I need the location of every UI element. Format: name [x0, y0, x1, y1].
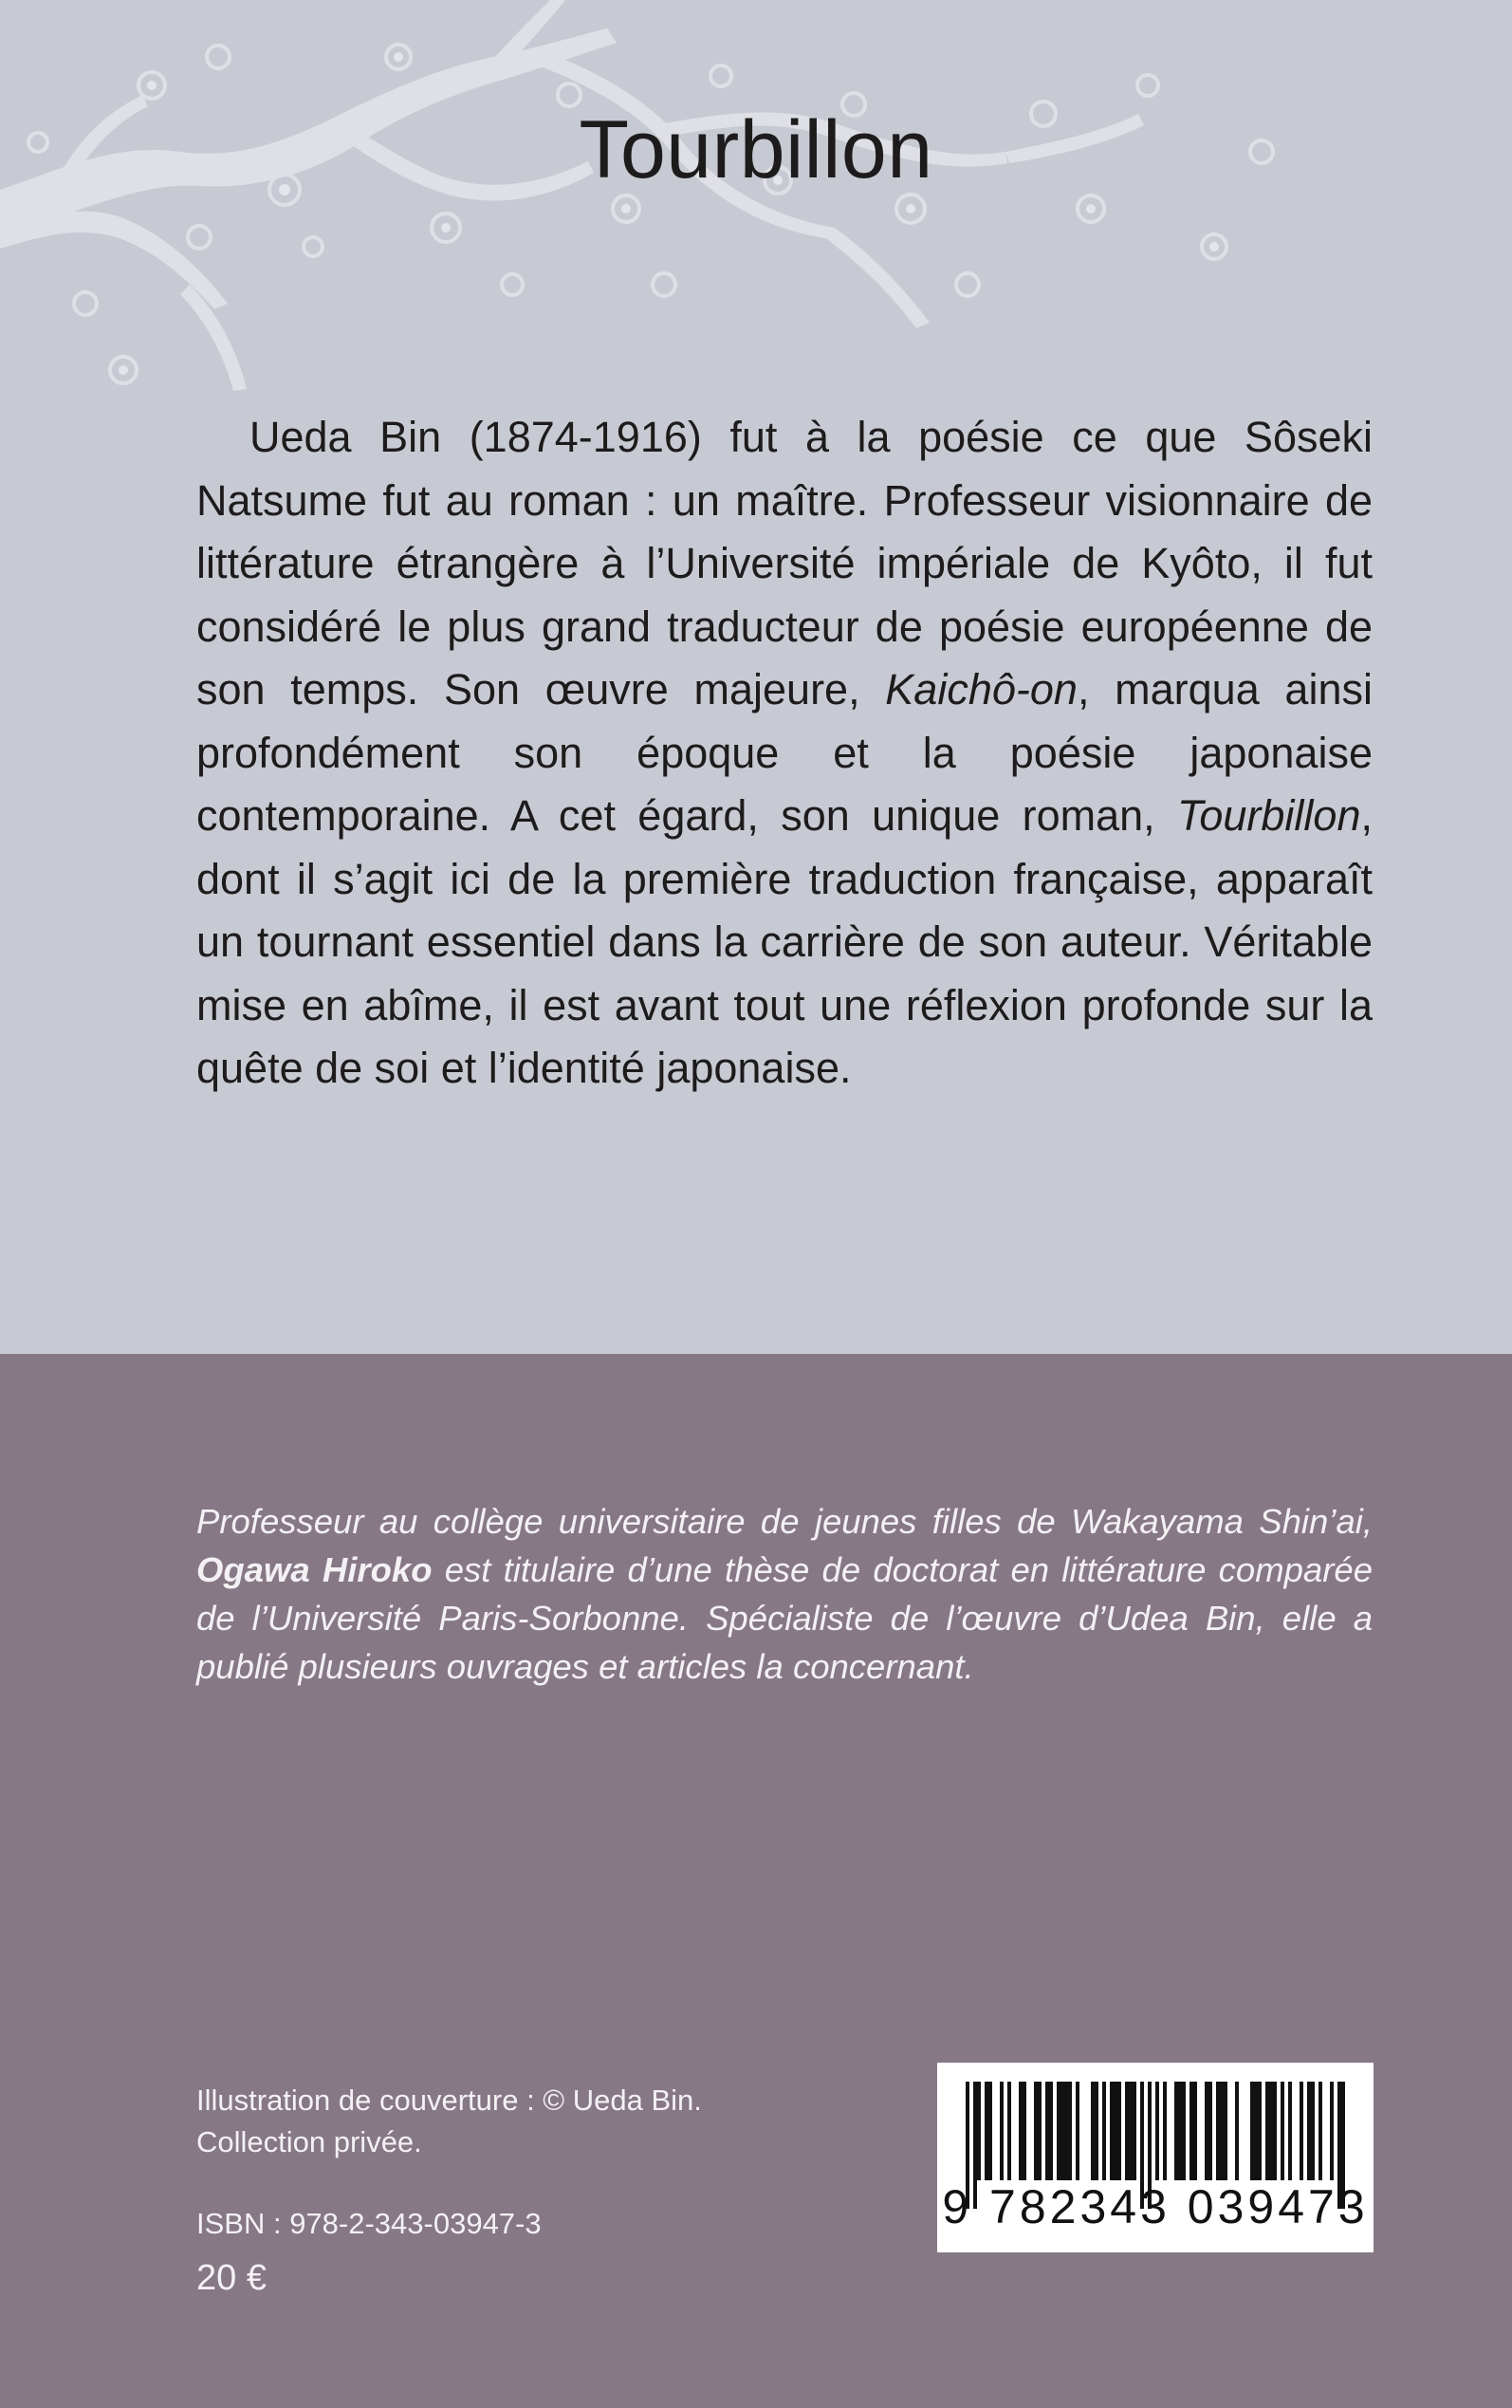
barcode-bar	[1224, 2082, 1227, 2180]
collection-credit: Collection privée.	[196, 2125, 422, 2158]
barcode-bar	[1281, 2082, 1284, 2180]
barcode-bar	[1307, 2082, 1311, 2180]
barcode-bar	[1110, 2082, 1114, 2180]
barcode-bar	[1076, 2082, 1079, 2180]
barcode-bar	[1034, 2082, 1038, 2180]
barcode-bar	[1068, 2082, 1072, 2180]
barcode-bar	[1102, 2082, 1106, 2180]
barcode-bar	[1038, 2082, 1042, 2180]
barcode-bar	[1269, 2082, 1273, 2180]
barcode-bar	[1300, 2082, 1303, 2180]
blurb-text-2: , marqua ainsi profondément son époque et la poésie japonaise contemporaine. A cet égard, son unique roman,	[196, 665, 1373, 840]
barcode-bar	[988, 2082, 992, 2180]
barcode-bar	[1182, 2082, 1186, 2180]
barcode-bar	[1114, 2082, 1117, 2180]
author-bio-text-1: Professeur au collège universitaire de jeunes filles de Wakayama Shin’ai,	[196, 1502, 1373, 1541]
barcode-bar	[1117, 2082, 1121, 2180]
barcode-bar	[1133, 2082, 1136, 2180]
barcode-bar	[1311, 2082, 1315, 2180]
barcode-bar	[1049, 2082, 1053, 2180]
barcode-bar	[1060, 2082, 1064, 2180]
barcode-bar	[1155, 2082, 1159, 2180]
author-bio-text-2: est titulaire d’une thèse de doctorat en littérature comparée de l’Université Paris-Sorbonne. Spécialiste de l’œuvre d’Udea Bin, elle a publié plusieurs ouvrages et articles la concernant.	[196, 1550, 1373, 1686]
barcode-bar	[1057, 2082, 1060, 2180]
barcode-bar	[1208, 2082, 1212, 2180]
illustration-credit: Illustration de couverture : © Ueda Bin.	[196, 2084, 702, 2117]
book-title: Tourbillon	[579, 104, 933, 195]
barcode-bar	[1174, 2082, 1178, 2180]
barcode-bar	[1288, 2082, 1292, 2180]
barcode-digits: 9 782343 039473	[942, 2180, 1369, 2233]
barcode-bar	[1216, 2082, 1220, 2180]
cherry-blossom-branch-icon	[0, 0, 1512, 455]
blurb-title-kaichoon: Kaichô-on	[885, 665, 1078, 713]
barcode-bar	[1091, 2082, 1095, 2180]
blurb-text-3: , dont il s’agit ici de la première traduction française, apparaît un tournant essentiel dans la carrière de son auteur. Véritable mise en abîme, il est avant tout une réflexion profonde sur la quête de soi et l’identité japonaise.	[196, 791, 1373, 1092]
barcode-bar	[1235, 2082, 1239, 2180]
barcode-bar	[1220, 2082, 1224, 2180]
barcode-bar	[1330, 2082, 1334, 2180]
barcode-bar	[1095, 2082, 1098, 2180]
barcode-bar	[1178, 2082, 1182, 2180]
barcode-bar	[1045, 2082, 1049, 2180]
barcode-bar	[1273, 2082, 1277, 2180]
barcode-bar	[1189, 2082, 1193, 2180]
blurb-text-1: Ueda Bin (1874-1916) fut à la poésie ce que Sôseki Natsume fut au roman : un maître. Professeur visionnaire de littérature étrangère à l’Université impériale de Kyôto, il fut considéré le plus grand traducteur de poésie européenne de son temps. Son œuvre majeure,	[196, 413, 1373, 713]
barcode-bar	[1129, 2082, 1133, 2180]
author-bio	[196, 1497, 1373, 1691]
barcode-bar	[977, 2082, 981, 2180]
barcode-panel	[937, 2063, 1374, 2252]
isbn: ISBN : 978-2-343-03947-3	[196, 2207, 542, 2240]
author-name: Ogawa Hiroko	[196, 1550, 433, 1589]
barcode-bar	[1064, 2082, 1068, 2180]
blurb-title-tourbillon: Tourbillon	[1177, 791, 1361, 840]
barcode-bar	[1007, 2082, 1011, 2180]
barcode-bar	[1019, 2082, 1023, 2180]
barcode-bar	[1254, 2082, 1258, 2180]
back-cover-blurb	[196, 406, 1373, 1101]
barcode-bar	[1125, 2082, 1129, 2180]
barcode-bar	[1193, 2082, 1197, 2180]
price: 20 €	[196, 2258, 267, 2298]
barcode-bar	[1163, 2082, 1167, 2180]
barcode-bar	[1023, 2082, 1026, 2180]
barcode-bar	[1250, 2082, 1254, 2180]
barcode-bar	[985, 2082, 988, 2180]
barcode-bar	[1000, 2082, 1004, 2180]
barcode-bar	[1258, 2082, 1262, 2180]
barcode-bar	[1205, 2082, 1208, 2180]
barcode-bar	[1265, 2082, 1269, 2180]
barcode-bar	[1318, 2082, 1322, 2180]
